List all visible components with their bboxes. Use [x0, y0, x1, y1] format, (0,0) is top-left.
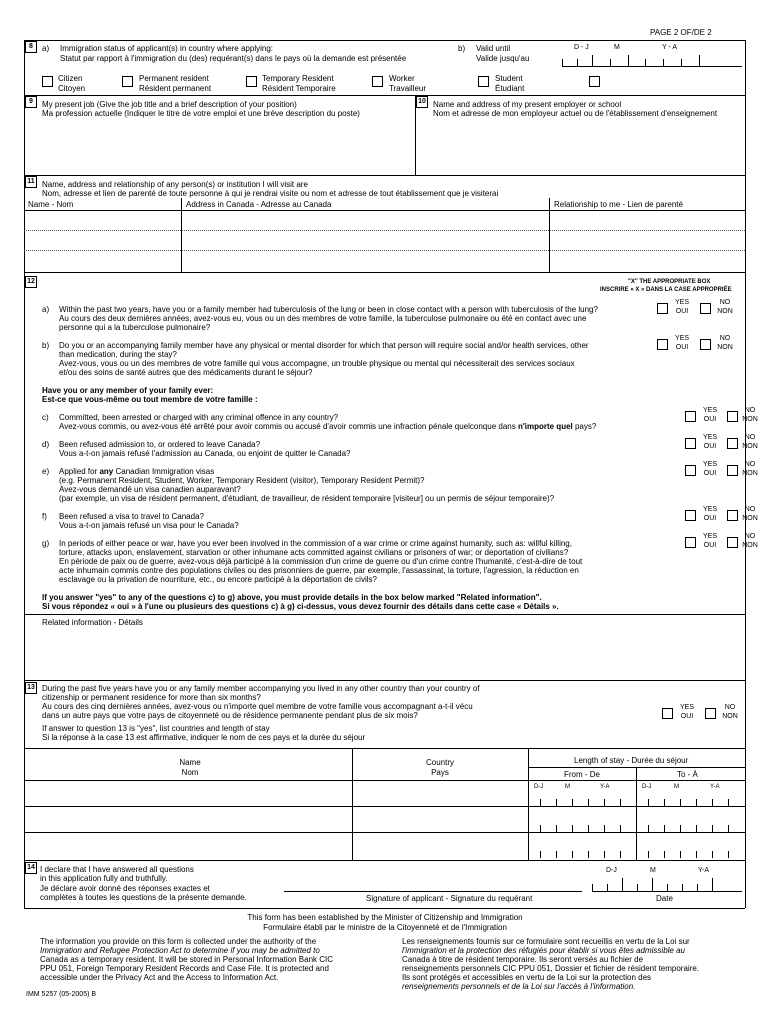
- section-10-number: 10: [416, 96, 428, 108]
- privacy-notice-fr: [402, 937, 742, 991]
- citizen-label-fr: Citoyen: [58, 84, 86, 93]
- temporary-resident-label-en: Temporary Resident: [262, 74, 334, 83]
- q12f-yes-label: YES OUI: [702, 506, 717, 522]
- valid-until-year-label: Y - A: [662, 44, 678, 51]
- privacy-fr-line: Les renseignements fournis sur ce formulaire sont recueillis en vertu de la Loi sur: [402, 937, 690, 946]
- residence-row-rule: [24, 832, 745, 833]
- s13-from-label: From - De: [564, 770, 600, 779]
- date-tick: [696, 799, 697, 806]
- q12c-no-label: NO NON: [742, 407, 758, 423]
- date-tick: [604, 799, 605, 806]
- date-tick: [620, 799, 621, 806]
- date-day-label: D-J: [606, 867, 617, 874]
- q12c-yes-checkbox[interactable]: [685, 411, 696, 422]
- valid-until-label-en: Valid until: [476, 44, 511, 53]
- present-job-label-en: My present job (Give the job title and a brief description of your position): [42, 100, 297, 109]
- date-tick: [572, 851, 573, 858]
- date-tick: [664, 851, 665, 858]
- date-tick: [712, 825, 713, 832]
- q12c-no-checkbox[interactable]: [727, 411, 738, 422]
- x-instruction-fr: INSCRIRE « X » DANS LA CASE APPROPRIÉE: [600, 287, 732, 293]
- date-tick: [648, 799, 649, 806]
- date-tick: [540, 851, 541, 858]
- employer-label-en: Name and address of my present employer or school: [433, 100, 622, 109]
- privacy-fr-line: renseignements personnels CIC PPU 051, Dossier et fichier de résident temporaire.: [402, 964, 700, 973]
- form-left-border: [24, 40, 25, 908]
- valid-until-label-fr: Valide jusqu'au: [476, 54, 530, 63]
- date-tick: [572, 825, 573, 832]
- q12e-no-label: NO NON: [742, 461, 758, 477]
- permanent-resident-label-fr: Résident permanent: [139, 84, 212, 93]
- s13-to-dj: D-J: [642, 784, 652, 790]
- date-tick: [588, 851, 589, 858]
- q12c-line1: Committed, been arrested or charged with any criminal offence in any country?: [59, 413, 339, 422]
- date-label: Date: [656, 894, 673, 903]
- date-year-label: Y-A: [698, 867, 710, 874]
- declaration-line3: Je déclare avoir donné des réponses exactes et: [40, 884, 210, 893]
- worker-checkbox[interactable]: [372, 76, 383, 87]
- temporary-resident-label-fr: Résident Temporaire: [262, 84, 336, 93]
- date-tick: [556, 799, 557, 806]
- s13-col-name-fr: Nom: [181, 768, 199, 777]
- date-tick: [604, 851, 605, 858]
- residence-row[interactable]: [30, 810, 348, 830]
- s13-length-rule: [528, 767, 745, 768]
- declaration-line1: I declare that I have answered all questions: [40, 865, 194, 874]
- family-heading-fr: Est-ce que vous-même ou tout membre de votre famille :: [42, 395, 258, 404]
- section-13-number: 13: [25, 682, 37, 694]
- q12b-no-label: NO NON: [717, 335, 733, 351]
- footer-established-fr: Formulaire établi par le ministre de la Citoyenneté et de l'Immigration: [263, 923, 507, 932]
- q12f-letter: f): [42, 512, 47, 521]
- s13-header-rule: [24, 780, 745, 781]
- q12b-line4: et/ou des soins de santé autres que des médicaments durant le séjour?: [59, 368, 313, 377]
- q12d-no-label: NO NON: [742, 434, 758, 450]
- date-tick: [648, 851, 649, 858]
- temporary-resident-checkbox[interactable]: [246, 76, 257, 87]
- date-tick: [696, 851, 697, 858]
- date-tick: [588, 799, 589, 806]
- s13-to-m: M: [674, 784, 679, 790]
- date-tick: [680, 851, 681, 858]
- privacy-en-line: accessible under the Privacy Act and the Access to Information Act.: [40, 973, 279, 982]
- q12b-line3: Avez-vous, vous ou un des membres de votre famille qui vous accompagne, un trouble physique ou mental qui nécessiterait des services sociaux: [59, 359, 575, 368]
- s13-from-dj: D-J: [534, 784, 544, 790]
- s13-from-ya: Y-A: [600, 784, 610, 790]
- s13-line6: Si la réponse à la case 13 est affirmative, indiquer le nom de ces pays et la durée du séjour: [42, 733, 366, 742]
- s13-table-top-rule: [24, 748, 745, 749]
- s13-to-label: To - À: [677, 770, 698, 779]
- q12g-line5: esclavage ou la privation de nourriture, etc., ou encore participé à la déportation de civils?: [59, 575, 377, 584]
- date-tick: [648, 825, 649, 832]
- related-info-label: Related information - Détails: [42, 618, 143, 627]
- q12b-yes-label: YES OUI: [674, 335, 689, 351]
- s8-a-question-en: Immigration status of applicant(s) in country where applying:: [60, 44, 273, 53]
- date-tick: [588, 825, 589, 832]
- q12b-line2: than medication, during the stay?: [59, 350, 177, 359]
- visit-row-2[interactable]: [24, 250, 745, 251]
- s13-line4: dans un autre pays que votre pays de citoyenneté ou de résidence permanente pendant plus de six mois?: [42, 711, 418, 720]
- date-tick: [556, 851, 557, 858]
- q12e-line4: (par exemple, un visa de résident permanent, d'étudiant, de travailleur, de résident temporaire [visiteur] ou un permis de séjour temporaire)?: [59, 494, 555, 503]
- residence-row[interactable]: [30, 784, 348, 804]
- q12d-line2: Vous a-t-on jamais refusé l'admission au Canada, ou enjoint de quitter le Canada?: [59, 449, 351, 458]
- page-number-label: PAGE 2 OF/DE 2: [650, 28, 712, 37]
- q12a-no-label: NO NON: [717, 299, 733, 315]
- s13-line2: citizenship or permanent residence for more than six months?: [42, 693, 261, 702]
- q12g-line4: acte inhumain commis contre des populations civiles ou des prisonniers de guerre, par exemple, l'assassinat, la torture, l'agression, la réduction en: [59, 566, 579, 575]
- date-tick: [680, 799, 681, 806]
- q12f-line2: Vous a-t-on jamais refusé un visa pour le Canada?: [59, 521, 239, 530]
- worker-label-en: Worker: [389, 74, 415, 83]
- section-11-number: 11: [25, 176, 37, 188]
- q12c-line2: Avez-vous commis, ou avez-vous été arrêté pour avoir commis ou accusé d'avoir commis une infraction pénale quelconque dans n'importe quel pays?: [59, 422, 597, 431]
- s8-a-question-fr: Statut par rapport à l'immigration du (des) requérant(s) dans le pays où la demande est présentée: [60, 54, 407, 63]
- section-8-number: 8: [25, 41, 37, 53]
- s13-bottom-rule: [24, 860, 745, 861]
- visit-persons-label-fr: Nom, adresse et lien de parenté de toute personne à qui je rendrai visite ou nom et adresse de tout établissement que je visiterai: [42, 189, 499, 198]
- q12a-line2: Au cours des deux dernières années, avez-vous eu, vous ou un des membres de votre famille, la tuberculose pulmonaire ou été en contact avec une: [59, 314, 587, 323]
- date-tick: [712, 851, 713, 858]
- s13-col-country-en: Country: [425, 758, 454, 767]
- present-job-field[interactable]: [42, 122, 412, 172]
- q12g-yes-checkbox[interactable]: [685, 537, 696, 548]
- privacy-fr-line: l'immigration et la protection des réfugiés pour établir si vous êtes admissible au: [402, 946, 685, 955]
- student-checkbox-b[interactable]: [589, 76, 600, 87]
- col-address-label: Address in Canada - Adresse au Canada: [186, 200, 332, 209]
- footer-established-en: This form has been established by the Minister of Citizenship and Immigration: [247, 913, 523, 922]
- s13-to-ya: Y-A: [710, 784, 720, 790]
- q13-yes-label: YES OUI: [679, 704, 694, 720]
- q12g-line2: torture, attacks upon, enslavement, starvation or other inhumane acts committed against civilians or prisoners of war; or deportation of civilians?: [59, 548, 569, 557]
- q12d-line1: Been refused admission to, or ordered to leave Canada?: [59, 440, 261, 449]
- date-tick: [540, 825, 541, 832]
- signature-label: Signature of applicant - Signature du requérant: [366, 894, 533, 903]
- q12g-yes-label: YES OUI: [702, 533, 717, 549]
- q12g-no-label: NO NON: [742, 533, 758, 549]
- privacy-en-line: PPU 051, Foreign Temporary Resident Records and Case File. It is protected and: [40, 964, 329, 973]
- form-bottom-rule: [24, 908, 745, 909]
- date-tick: [620, 851, 621, 858]
- s13-line1: During the past five years have you or any family member accompanying you lived in any other country than your country of: [42, 684, 480, 693]
- q12b-line1: Do you or an accompanying family member have any physical or mental disorder for which that person will require social and/or health services, other: [59, 341, 589, 350]
- date-tick: [540, 799, 541, 806]
- q12a-letter: a): [42, 305, 50, 314]
- q12d-yes-checkbox[interactable]: [685, 438, 696, 449]
- s11-bottom-rule: [24, 272, 745, 273]
- form-id: IMM 5257 (05-2005) B: [26, 991, 97, 998]
- section-14-number: 14: [25, 862, 37, 874]
- s13-col-divider-3: [636, 768, 637, 860]
- q12a-line1: Within the past two years, have you or a family member had tuberculosis of the lung or been in close contact with a person with tuberculosis of the lung?: [59, 305, 598, 314]
- yes-details-note-en: If you answer "yes" to any of the questions c) to g) above, you must provide details in the box below marked "Related information".: [42, 593, 542, 602]
- q12e-yes-label: YES OUI: [702, 461, 717, 477]
- permanent-resident-checkbox[interactable]: [122, 76, 133, 87]
- employer-field[interactable]: [433, 122, 738, 172]
- q13-no-label: NO NON: [722, 704, 738, 720]
- q12g-line1: In periods of either peace or war, have you ever been involved in the commission of a war crime or crime against humanity, such as: willful killing,: [59, 539, 572, 548]
- s13-col-name-en: Name: [179, 758, 201, 767]
- visit-row-1[interactable]: [24, 230, 745, 231]
- date-tick: [728, 825, 729, 832]
- q12b-yes-checkbox[interactable]: [657, 339, 668, 350]
- privacy-fr-line: renseignements personnels et de la Loi sur l'accès à l'information.: [402, 982, 636, 991]
- date-tick: [680, 825, 681, 832]
- privacy-notice-en: [40, 937, 380, 982]
- date-month-label: M: [650, 867, 656, 874]
- valid-until-day-label: D - J: [574, 44, 589, 51]
- date-tick: [664, 799, 665, 806]
- s8-a-letter: a): [42, 44, 50, 53]
- col-relationship-label: Relationship to me - Lien de parenté: [554, 200, 683, 209]
- student-label-fr: Étudiant: [495, 84, 525, 93]
- q13-no-checkbox[interactable]: [705, 708, 716, 719]
- s13-col-length: Length of stay - Durée du séjour: [574, 756, 689, 765]
- student-checkbox-a[interactable]: [478, 76, 489, 87]
- q12b-no-checkbox[interactable]: [700, 339, 711, 350]
- s13-from-m: M: [565, 784, 570, 790]
- date-tick: [604, 825, 605, 832]
- q12g-no-checkbox[interactable]: [727, 537, 738, 548]
- s11-header-rule: [24, 210, 745, 211]
- date-tick: [556, 825, 557, 832]
- s13-col-divider-1: [352, 748, 353, 860]
- declaration-line4: complètes à toutes les questions de la présente demande.: [40, 893, 247, 902]
- q12e-letter: e): [42, 467, 50, 476]
- student-label-en: Student: [495, 74, 523, 83]
- q12g-line3: En période de paix ou de guerre, avez-vous déjà participé à la commission d'un crime de guerre ou d'un crime contre l'humanité, c'est-à-dire de tout: [59, 557, 583, 566]
- residence-row-rule: [24, 806, 745, 807]
- s12-bottom-rule: [24, 680, 745, 681]
- date-tick: [696, 825, 697, 832]
- s13-col-divider-2: [528, 748, 529, 860]
- q12e-line2: (e.g. Permanent Resident, Student, Worker, Temporary Resident (visitor), Temporary Resident Permit)?: [59, 476, 425, 485]
- q12c-letter: c): [42, 413, 49, 422]
- employer-label-fr: Nom et adresse de mon employeur actuel ou de l'établissement d'enseignement: [433, 109, 718, 118]
- form-top-border: [24, 40, 745, 41]
- privacy-fr-line: Ils sont protégés et accessibles en vertu de la Loi sur la protection des: [402, 973, 652, 982]
- s13-line5: If answer to question 13 is "yes", list countries and length of stay: [42, 724, 270, 733]
- related-info-field[interactable]: [42, 630, 737, 678]
- s9-bottom-rule: [24, 175, 745, 176]
- q12e-line3: Avez-vous demandé un visa canadien auparavant?: [59, 485, 241, 494]
- s8-bottom-rule: [24, 95, 745, 96]
- declaration-line2: in this application fully and truthfully.: [40, 874, 168, 883]
- q12a-line3: personne qui a la tuberculose pulmonaire?: [59, 323, 211, 332]
- q13-yes-checkbox[interactable]: [662, 708, 673, 719]
- privacy-fr-line: Canada à titre de résident temporaire. Ils seront versés au fichier de: [402, 955, 644, 964]
- family-heading-en: Have you or any member of your family ever:: [42, 386, 214, 395]
- present-job-label-fr: Ma profession actuelle (Indiquer le titre de votre emploi et une brève description du poste): [42, 109, 360, 118]
- q12c-yes-label: YES OUI: [702, 407, 717, 423]
- q12b-letter: b): [42, 341, 50, 350]
- related-info-top-rule: [24, 614, 745, 615]
- privacy-en-line: Immigration and Refugee Protection Act to determine if you may be admitted to: [40, 946, 320, 955]
- q12e-line1: Applied for any Canadian Immigration visas: [59, 467, 215, 476]
- yes-details-note-fr: Si vous répondez « oui » à l'une ou plusieurs des questions c) à g) ci-dessus, vous devez fournir des détails dans cette case « Détails ».: [42, 602, 559, 611]
- s13-line3: Au cours des cinq dernières années, avez-vous ou n'importe quel membre de votre famille vous accompagnant a-t-il vécu: [42, 702, 473, 711]
- privacy-en-line: The information you provide on this form is collected under the authority of the: [40, 937, 317, 946]
- q12f-line1: Been refused a visa to travel to Canada?: [59, 512, 204, 521]
- q12g-letter: g): [42, 539, 50, 548]
- q12a-no-checkbox[interactable]: [700, 303, 711, 314]
- s13-col-country-fr: Pays: [431, 768, 449, 777]
- privacy-en-line: Canada as a temporary resident. It will be stored in Personal Information Bank CIC: [40, 955, 334, 964]
- q12e-yes-checkbox[interactable]: [685, 465, 696, 476]
- section-9-number: 9: [25, 96, 37, 108]
- visit-persons-label-en: Name, address and relationship of any person(s) or institution I will visit are: [42, 180, 308, 189]
- date-tick: [572, 799, 573, 806]
- signature-line[interactable]: [284, 891, 582, 892]
- date-tick: [620, 825, 621, 832]
- section-12-number: 12: [25, 276, 37, 288]
- citizen-checkbox[interactable]: [42, 76, 53, 87]
- citizen-label-en: Citizen: [58, 74, 83, 83]
- q12a-yes-label: YES OUI: [674, 299, 689, 315]
- q12f-no-checkbox[interactable]: [727, 510, 738, 521]
- worker-label-fr: Travailleur: [389, 84, 427, 93]
- residence-row[interactable]: [30, 836, 348, 856]
- s8-b-letter: b): [458, 44, 466, 53]
- q12e-no-checkbox[interactable]: [727, 465, 738, 476]
- date-tick: [728, 851, 729, 858]
- date-tick: [728, 799, 729, 806]
- x-instruction-en: "X" THE APPROPRIATE BOX: [628, 279, 711, 285]
- q12d-no-checkbox[interactable]: [727, 438, 738, 449]
- q12f-yes-checkbox[interactable]: [685, 510, 696, 521]
- date-tick: [664, 825, 665, 832]
- q12d-yes-label: YES OUI: [702, 434, 717, 450]
- q12a-yes-checkbox[interactable]: [657, 303, 668, 314]
- q12d-letter: d): [42, 440, 50, 449]
- col-name-label: Name - Nom: [28, 200, 74, 209]
- permanent-resident-label-en: Permanent resident: [139, 74, 209, 83]
- valid-until-month-label: M: [614, 44, 620, 51]
- date-tick: [712, 799, 713, 806]
- q12f-no-label: NO NON: [742, 506, 758, 522]
